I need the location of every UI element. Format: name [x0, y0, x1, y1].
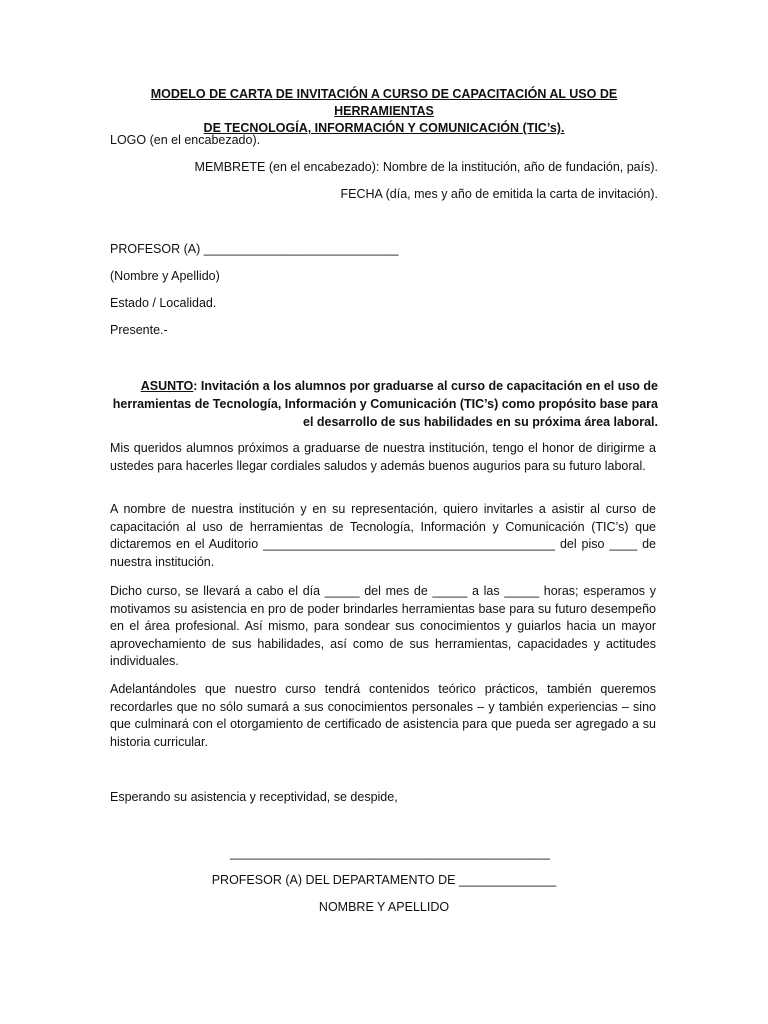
title-line-2: DE TECNOLOGÍA, INFORMACIÓN Y COMUNICACIÓN (TIC’s).	[203, 121, 565, 135]
signature-nombre: NOMBRE Y APELLIDO	[318, 900, 450, 914]
signature-cargo: PROFESOR (A) DEL DEPARTAMENTO DE ______________	[211, 873, 557, 887]
closing-despedida: Esperando su asistencia y receptividad, se despide,	[110, 790, 398, 804]
recipient-profesor: PROFESOR (A) ____________________________	[110, 242, 399, 256]
logo-placeholder: LOGO (en el encabezado).	[110, 133, 261, 147]
recipient-estado: Estado / Localidad.	[110, 296, 217, 310]
body-paragraph-1: Mis queridos alumnos próximos a graduarse de nuestra institución, tengo el honor de dirigirme a ustedes para hacerles llegar cordiales saludos y además buenos augurios para su futuro laboral.	[110, 441, 656, 473]
title-line-1: MODELO DE CARTA DE INVITACIÓN A CURSO DE CAPACITACIÓN AL USO DE HERRAMIENTAS	[150, 87, 618, 118]
body-paragraph-4: Adelantándoles que nuestro curso tendrá contenidos teórico prácticos, también queremos recordarles que no sólo sumará a sus conocimientos personales – y también experiencias – sino que culminará con el otorgamiento de certificado de asistencia para que pueda ser agregado a su historia curricular.	[110, 682, 656, 749]
body-paragraph-3: Dicho curso, se llevará a cabo el día _____ del mes de _____ a las _____ horas; esperamos y motivamos su asistencia en pro de poder brindarles herramientas base para su futuro desempeño en el área profesional. Así mismo, para sondear sus conocimientos y guiarlos hacia un mayor aprovechamiento de sus habilidades, así como de sus herramientas, capacidades y actitudes individuales.	[110, 584, 656, 669]
fecha-placeholder: FECHA (día, mes y año de emitida la carta de invitación).	[340, 187, 658, 201]
asunto-line-2: herramientas de Tecnología, Información y Comunicación (TIC’s) como propósito base para	[112, 397, 658, 411]
signature-line: ______________________________________________	[230, 846, 550, 860]
asunto-block	[110, 377, 658, 431]
asunto-text-1: : Invitación a los alumnos por graduarse al curso de capacitación en el uso de	[193, 379, 658, 393]
asunto-line-3: el desarrollo de sus habilidades en su próxima área laboral.	[303, 415, 658, 429]
recipient-nombre: (Nombre y Apellido)	[110, 269, 220, 283]
asunto-line-1	[110, 377, 658, 395]
body-paragraph-2: A nombre de nuestra institución y en su representación, quiero invitarles a asistir al curso de capacitación al uso de herramientas de Tecnología, Información y Comunicación (TIC’s) que dictaremos en el Auditorio __________________________________________ del piso ____ de nuestra institución.	[110, 502, 656, 569]
asunto-label: ASUNTO	[140, 379, 194, 393]
membrete-placeholder: MEMBRETE (en el encabezado): Nombre de la institución, año de fundación, país).	[194, 160, 658, 174]
recipient-presente: Presente.-	[110, 323, 168, 337]
document-title	[100, 86, 668, 137]
